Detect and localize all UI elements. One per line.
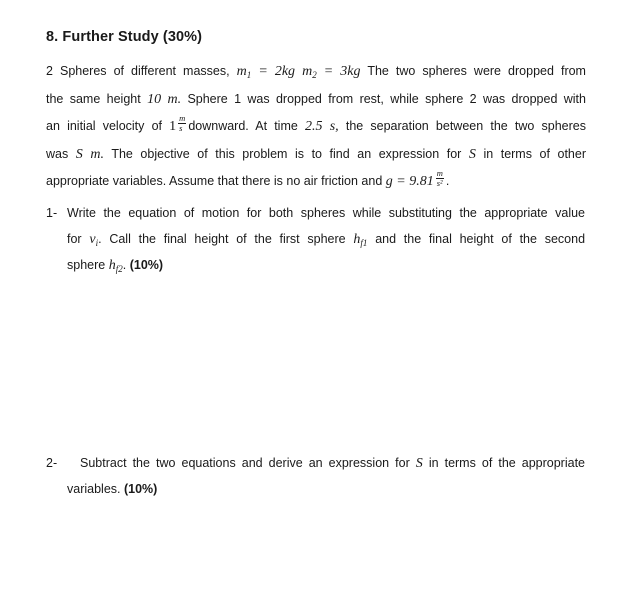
- math-subscript: 2: [312, 70, 317, 80]
- text: an initial velocity of: [46, 119, 162, 133]
- text: .: [122, 258, 127, 272]
- math-mass-2: m: [302, 64, 313, 79]
- text: The two spheres were dropped from: [367, 64, 586, 78]
- question-2-body: [67, 450, 585, 502]
- math-gravity-value: = 9.81: [396, 174, 434, 189]
- math-subscript: f2: [115, 264, 123, 274]
- question-1-line-3: [67, 252, 585, 278]
- problem-statement: [46, 58, 586, 196]
- question-number: 2-: [46, 456, 58, 470]
- question-1-body: [67, 200, 585, 278]
- math-final-height-2: h: [108, 258, 116, 273]
- math-subscript: f1: [360, 238, 368, 248]
- math-initial-velocity: v: [89, 232, 96, 247]
- section-heading: 8. Further Study (30%): [46, 29, 203, 45]
- text: downward. At time: [188, 119, 298, 133]
- text: for: [67, 232, 82, 246]
- text: .: [445, 174, 450, 188]
- text: and the final height of the second: [375, 232, 586, 246]
- text: Subtract the two equations and derive an expression for: [80, 456, 410, 470]
- question-weight: (10%): [129, 258, 164, 272]
- text: . Call the final height of the first sphere: [98, 232, 346, 246]
- math-subscript: i: [95, 238, 99, 248]
- text: in terms of other: [483, 146, 586, 161]
- statement-line-4: [46, 141, 586, 169]
- statement-line-2: [46, 86, 586, 114]
- statement-line-5: [46, 168, 586, 196]
- text: The objective of this problem is to find an expression for: [111, 146, 462, 161]
- math-fraction-m-per-s: [178, 114, 186, 133]
- math-fraction-m-per-s2: [436, 169, 444, 188]
- statement-line-3: [46, 113, 586, 141]
- math-separation: S: [415, 456, 423, 471]
- math-velocity: 1: [169, 119, 177, 134]
- text: 2 Spheres of different masses,: [46, 64, 230, 78]
- text: the separation between the two spheres: [345, 119, 586, 133]
- question-2-line-2: [67, 476, 585, 502]
- text: in terms of the appropriate: [428, 456, 585, 470]
- math-gravity: g: [385, 174, 393, 189]
- question-2: [46, 450, 586, 504]
- text: Sphere 1 was dropped from rest, while sphere 2 was dropped with: [187, 91, 586, 106]
- math-time: 2.5 s,: [305, 119, 339, 134]
- math-final-height-1: h: [353, 232, 361, 247]
- math-mass-1: m: [236, 64, 247, 79]
- text: appropriate variables. Assume that there is no air friction and: [46, 174, 383, 188]
- fraction-denominator: s: [179, 123, 183, 134]
- question-1: [46, 200, 586, 280]
- question-1-line-1: Write the equation of motion for both spheres while substituting the appropriate value: [67, 206, 585, 220]
- text: was: [46, 146, 69, 161]
- fraction-numerator: m: [179, 113, 186, 124]
- question-number: 1-: [46, 206, 58, 220]
- math-subscript: 1: [246, 70, 252, 80]
- text: sphere: [67, 258, 106, 272]
- text: the same height: [46, 91, 141, 106]
- math-height: 10 m.: [147, 91, 182, 107]
- question-1-line-2: [67, 226, 585, 252]
- math-mass-2-value: = 3kg: [323, 64, 361, 79]
- math-separation: S: [468, 146, 476, 162]
- fraction-numerator: m: [436, 168, 443, 179]
- math-separation: S m.: [75, 146, 104, 162]
- statement-line-1: [46, 58, 586, 86]
- question-weight: (10%): [123, 482, 158, 496]
- fraction-denominator: s²: [436, 178, 443, 189]
- question-2-line-1: [67, 450, 585, 476]
- math-mass-1-value: = 2kg: [258, 64, 296, 79]
- text: variables.: [67, 482, 121, 496]
